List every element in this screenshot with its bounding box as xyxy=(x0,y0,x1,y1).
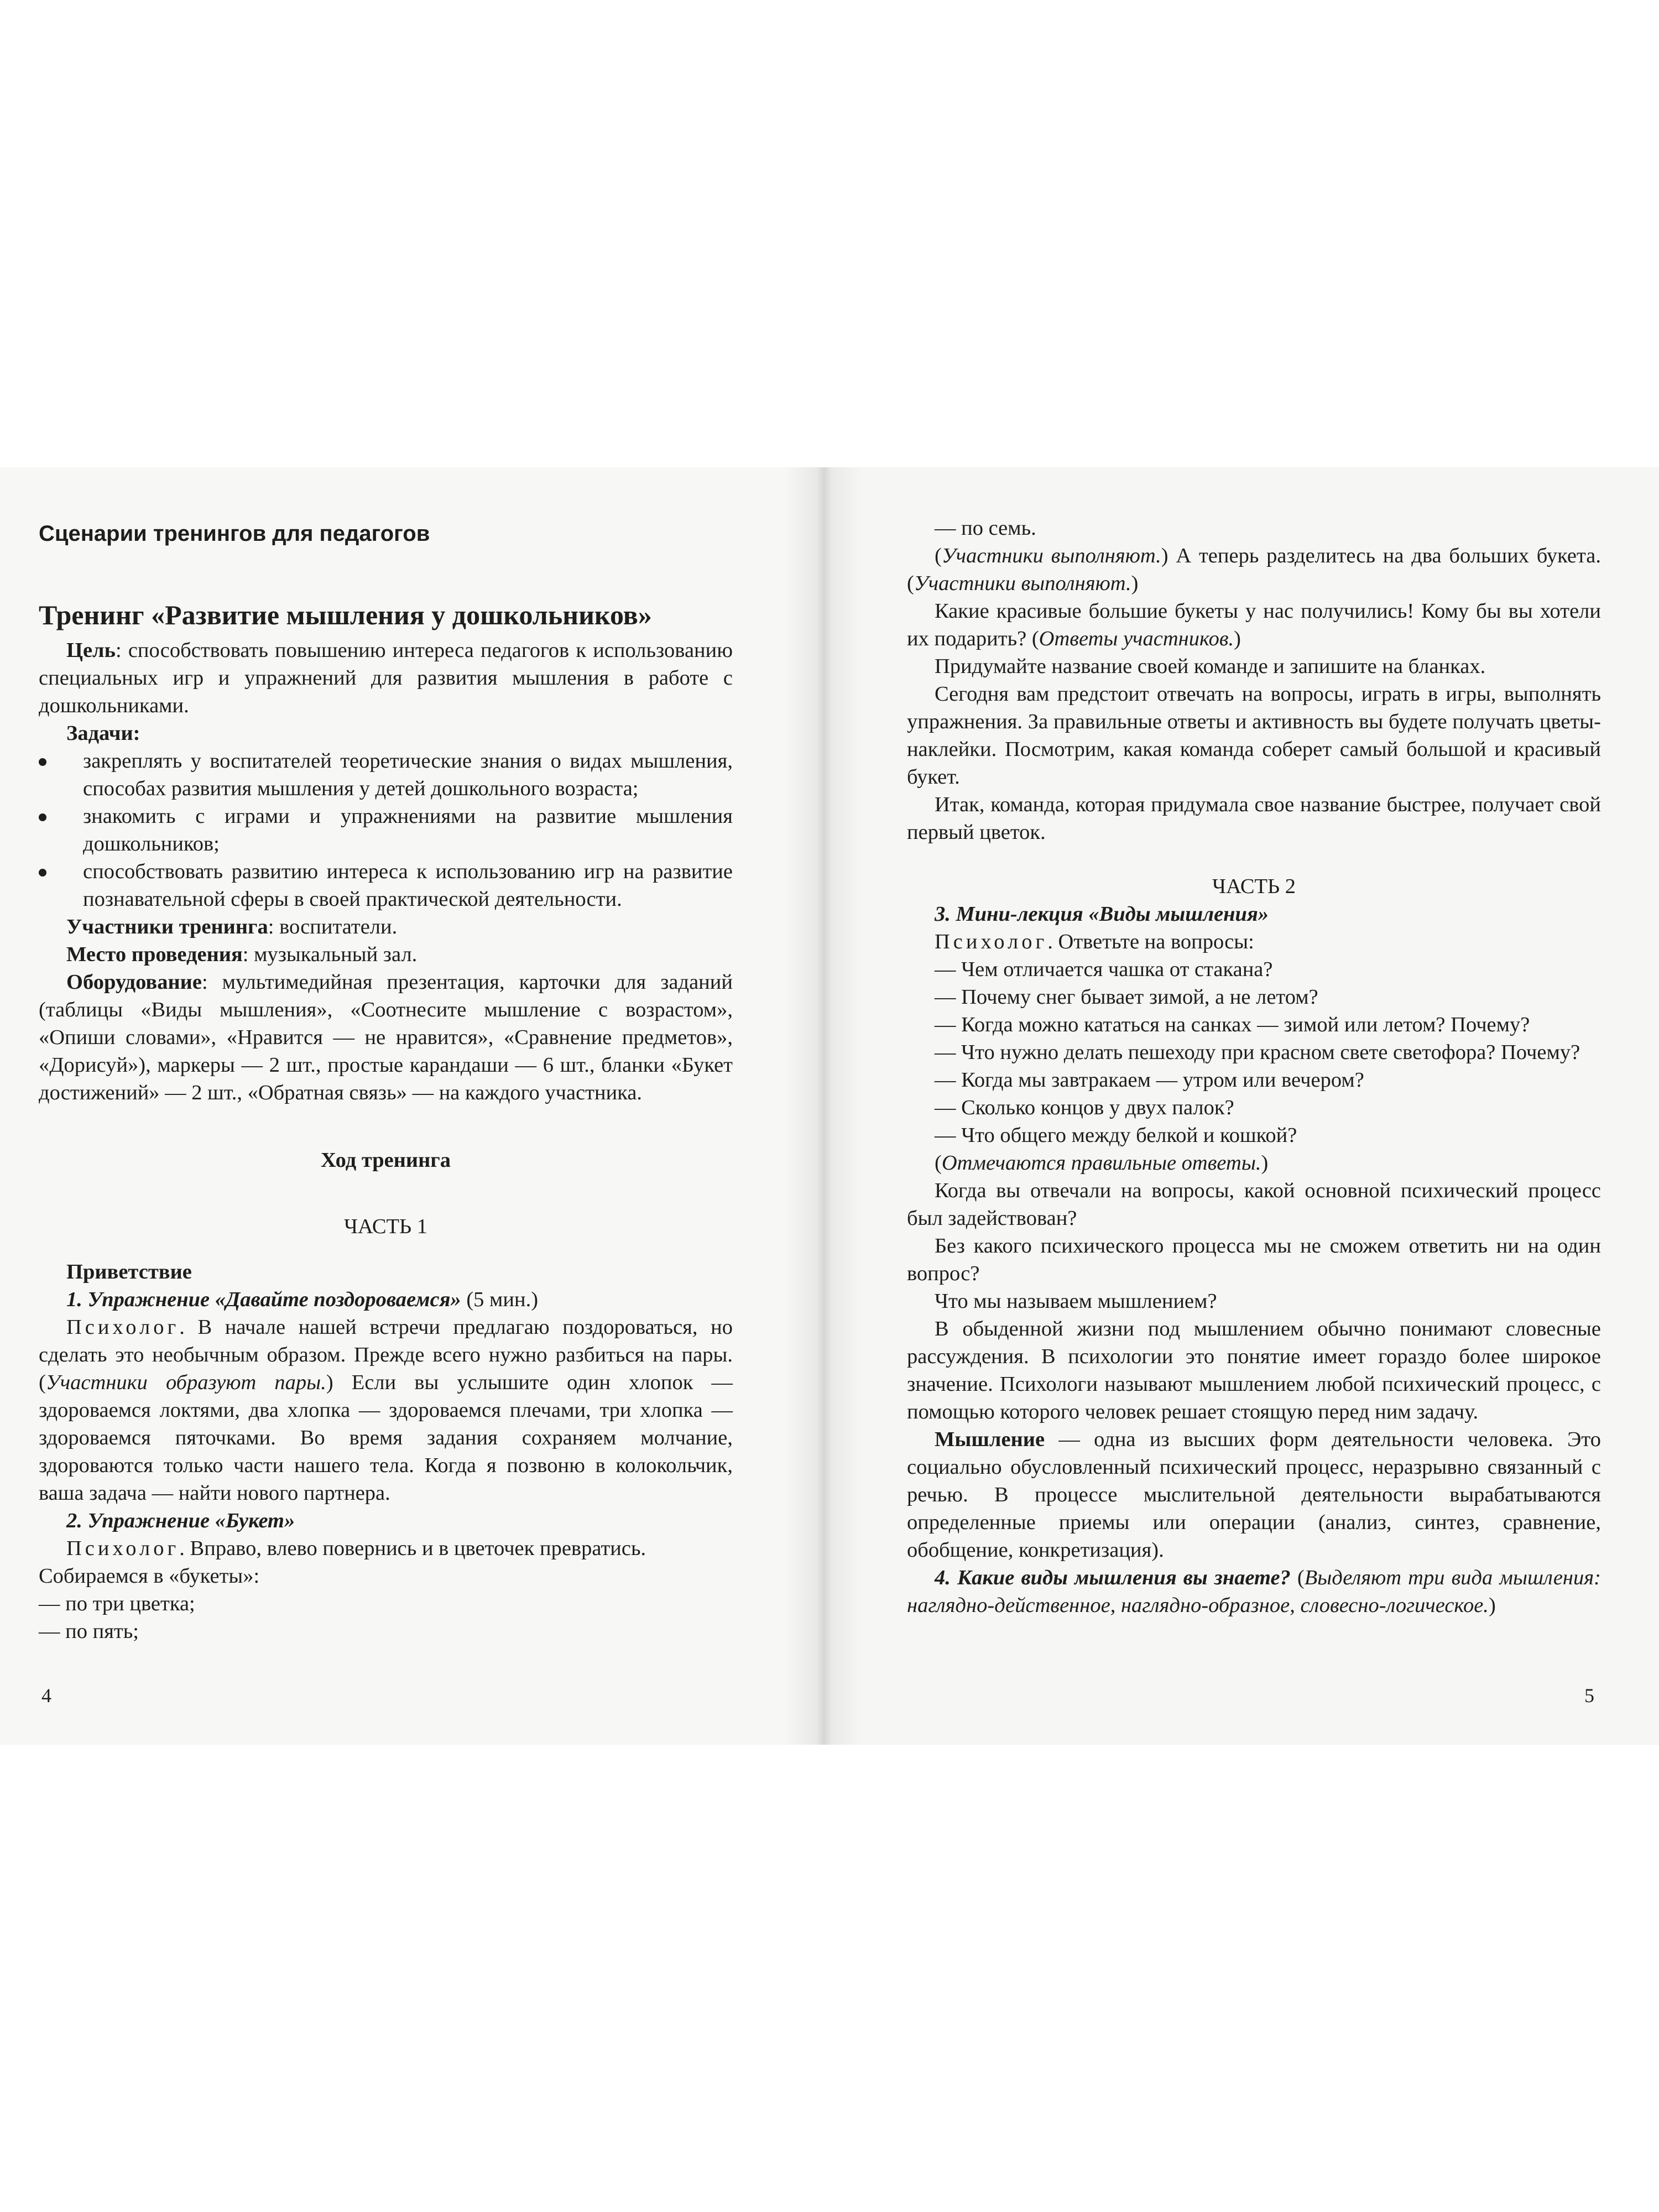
paragraph: Без какого психического процесса мы не сможем ответить ни на один вопрос? xyxy=(907,1234,1601,1285)
goal-label: Цель xyxy=(66,639,116,662)
exercise-two-heading: 2. Упражнение «Букет» xyxy=(66,1509,295,1532)
paragraph: Какие красивые большие букеты у нас получились! Кому бы вы хотели их подарить? (Ответы участников.) xyxy=(907,599,1601,650)
paragraph: Когда вы отвечали на вопросы, какой основной психический процесс был задействован? xyxy=(907,1179,1601,1230)
list-item: знакомить с играми и упражнениями на развитие мышления дошкольников; xyxy=(39,802,733,858)
exercise-one-heading: 1. Упражнение «Давайте поздороваемся» (5 мин.) xyxy=(66,1288,539,1311)
dash-line: — по три цветка; xyxy=(39,1592,195,1615)
tasks-label: Задачи xyxy=(66,722,133,745)
remark-line: (Отмечаются правильные ответы.) xyxy=(935,1151,1269,1175)
lecture-heading: 3. Мини-лекция «Виды мышления» xyxy=(935,902,1269,926)
course-title: Ход тренинга xyxy=(320,1149,451,1172)
page-number-right: 5 xyxy=(1584,1684,1594,1707)
equipment-paragraph: Оборудование: мультимедийная презентация, карточки для заданий (таблицы «Виды мышления», «Соотнесите мышление с возрастом», «Опиши словами», «Нравится — не нравится», «Сравнение предметов», «Дорисуй»), маркеры — 2 шт., простые карандаши — 6 шт., бланки «Букет достижений» — 2 шт., «Обратная связь» — на каждого участника. xyxy=(39,971,733,1104)
question-item: — Что нужно делать пешеходу при красном свете светофора? Почему? xyxy=(935,1041,1580,1064)
exercise-two-text: Психолог. Вправо, влево повернись и в цветочек превратись. xyxy=(66,1537,646,1560)
paragraph: Сегодня вам предстоит отвечать на вопросы, играть в игры, выполнять упражнения. За правильные ответы и активность вы будете получать цветы-наклейки. Посмотрим, какая команда соберет самый большой и красивый букет. xyxy=(907,682,1601,789)
list-item: закреплять у воспитателей теоретические знания о видах мышления, способах развития мышления у детей дошкольного возраста; xyxy=(39,747,733,802)
definition-paragraph: В обыденной жизни под мышлением обычно понимают словесные рассуждения. В психологии это понятие имеет гораздо более широкое значение. Психологи называют мышлением любой психический процесс, с помощью которого человек решает стоящую перед ним задачу. xyxy=(907,1317,1601,1423)
question-four-paragraph: 4. Какие виды мышления вы знаете? (Выделяют три вида мышления: наглядно-действенное, наглядно-образное, словесно-логическое.) xyxy=(907,1566,1601,1617)
question-item: — Сколько концов у двух палок? xyxy=(935,1096,1234,1119)
participants-line: Участники тренинга: воспитатели. xyxy=(66,915,398,938)
training-title: Тренинг «Развитие мышления у дошкольников» xyxy=(39,599,652,630)
book-gutter xyxy=(785,467,863,1745)
tasks-list xyxy=(39,747,733,913)
exercise-one-text: Психолог. В начале нашей встречи предлагаю поздороваться, но сделать это необычным образом. Прежде всего нужно разбиться на пары. (Участники образуют пары.) Если вы услышите один хлопок — здороваемся локтями, два хлопка — здороваемся плечами, три хлопка — здороваемся пяточками. Во время задания сохраняем молчание, здороваются только части нашего тела. Когда я позвоню в колокольчик, ваша задача — найти нового партнера. xyxy=(39,1316,733,1505)
paragraph: Придумайте название своей команде и запишите на бланках. xyxy=(935,655,1486,678)
tasks-heading: Задачи: xyxy=(66,722,140,745)
questions-intro: Психолог. Ответьте на вопросы: xyxy=(935,930,1254,953)
goal-paragraph: Цель: способствовать повышению интереса педагогов к использованию специальных игр и упражнений для развития мышления в работе с дошкольниками. xyxy=(39,639,733,717)
definition-paragraph: Мышление — одна из высших форм деятельности человека. Это социально обусловленный психический процесс, неразрывно связанный с речью. В процессе мыслительной деятельности вырабатываются определенные приемы или операции (анализ, синтез, сравнение, обобщение, конкретизация). xyxy=(907,1428,1601,1562)
paragraph: (Участники выполняют.) А теперь разделитесь на два больших букета. (Участники выполняют.) xyxy=(907,544,1601,595)
dash-line: — по семь. xyxy=(935,517,1036,540)
question-item: — Почему снег бывает зимой, а не летом? xyxy=(935,985,1318,1009)
greeting-heading: Приветствие xyxy=(66,1260,192,1284)
left-page-text xyxy=(39,520,733,1645)
book-spread xyxy=(0,467,1659,1745)
part-one-heading: ЧАСТЬ 1 xyxy=(343,1215,428,1238)
question-item: — Что общего между белкой и кошкой? xyxy=(935,1124,1297,1147)
question-item: — Когда мы завтракаем — утром или вечером? xyxy=(935,1068,1364,1092)
section-title: Сценарии тренингов для педагогов xyxy=(39,521,430,546)
question-item: — Когда можно кататься на санках — зимой или летом? Почему? xyxy=(935,1013,1530,1036)
question-item: — Чем отличается чашка от стакана? xyxy=(935,958,1273,981)
paragraph: Что мы называем мышлением? xyxy=(935,1290,1217,1313)
dash-line: — по пять; xyxy=(39,1620,139,1643)
right-page-text xyxy=(907,514,1601,1619)
gather-line: Собираемся в «букеты»: xyxy=(39,1564,260,1588)
list-item: способствовать развитию интереса к использованию игр на развитие познавательной сферы в своей практической деятельности. xyxy=(39,858,733,913)
part-two-heading: ЧАСТЬ 2 xyxy=(1212,875,1296,898)
place-line: Место проведения: музыкальный зал. xyxy=(66,943,418,966)
paragraph: Итак, команда, которая придумала свое название быстрее, получает свой первый цветок. xyxy=(907,793,1601,844)
page-number-left: 4 xyxy=(41,1684,51,1707)
